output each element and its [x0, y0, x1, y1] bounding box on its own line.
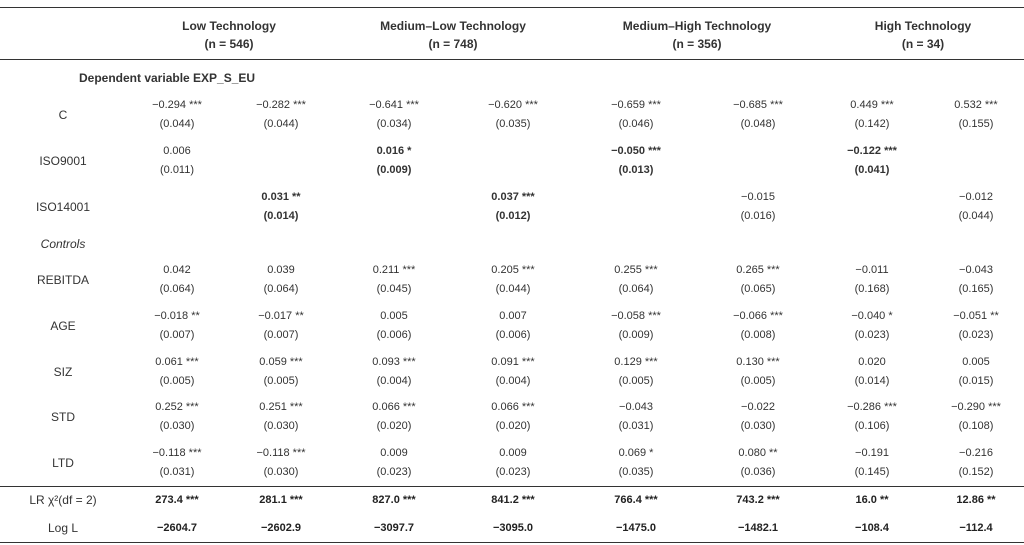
- coefficient-cell: 0.255 ***: [614, 264, 658, 276]
- coefficient-cell: 0.532 ***: [954, 99, 998, 111]
- group-title: High Technology: [874, 19, 972, 33]
- coefficient-cell: −0.043: [959, 264, 993, 276]
- lr-value: 16.0 **: [855, 494, 889, 506]
- std-error-cell: (0.005): [263, 375, 299, 387]
- coefficient-cell: −0.122 ***: [847, 145, 897, 157]
- lr-value: 841.2 ***: [491, 494, 535, 506]
- coefficient-cell: −0.012: [959, 191, 993, 203]
- row-label: LTD: [52, 456, 74, 470]
- coefficient-cell: 0.265 ***: [736, 264, 780, 276]
- coefficient-cell: −0.015: [741, 191, 775, 203]
- logl-value: −112.4: [959, 522, 993, 534]
- coefficient-cell: −0.620 ***: [488, 99, 538, 111]
- group-n: (n = 34): [901, 37, 945, 51]
- std-error-cell: (0.023): [958, 329, 994, 341]
- coefficient-cell: 0.005: [962, 356, 990, 368]
- coefficient-cell: 0.016 *: [376, 145, 412, 157]
- std-error-cell: (0.023): [376, 466, 412, 478]
- std-error-cell: (0.004): [376, 375, 412, 387]
- coefficient-cell: −0.290 ***: [951, 401, 1001, 413]
- group-n: (n = 546): [204, 37, 254, 51]
- std-error-cell: (0.044): [495, 283, 531, 295]
- std-error-cell: (0.142): [854, 118, 890, 130]
- coefficient-cell: 0.069 *: [618, 447, 654, 459]
- dependent-variable-label: Dependent variable EXP_S_EU: [79, 71, 256, 85]
- coefficient-cell: −0.018 **: [154, 310, 200, 322]
- row-label: C: [58, 108, 68, 122]
- coefficient-cell: 0.009: [380, 447, 408, 459]
- std-error-cell: (0.004): [495, 375, 531, 387]
- coefficient-cell: 0.059 ***: [259, 356, 303, 368]
- group-title: Low Technology: [182, 19, 276, 33]
- coefficient-cell: −0.051 **: [953, 310, 999, 322]
- coefficient-cell: −0.191: [855, 447, 889, 459]
- std-error-cell: (0.168): [854, 283, 890, 295]
- coefficient-cell: 0.251 ***: [259, 401, 303, 413]
- logl-value: −3095.0: [492, 522, 534, 534]
- coefficient-cell: −0.040 *: [851, 310, 893, 322]
- std-error-cell: (0.031): [618, 420, 654, 432]
- bottom-rule: [0, 542, 1024, 543]
- std-error-cell: (0.035): [495, 118, 531, 130]
- std-error-cell: (0.155): [958, 118, 994, 130]
- std-error-cell: (0.030): [740, 420, 776, 432]
- logl-value: −3097.7: [373, 522, 415, 534]
- coefficient-cell: 0.091 ***: [491, 356, 535, 368]
- coefficient-cell: −0.017 **: [258, 310, 304, 322]
- row-label: STD: [51, 410, 75, 424]
- coefficient-cell: 0.031 **: [261, 191, 301, 203]
- std-error-cell: (0.009): [618, 329, 654, 341]
- coefficient-cell: 0.020: [858, 356, 886, 368]
- std-error-cell: (0.064): [263, 283, 299, 295]
- coefficient-cell: 0.066 ***: [372, 401, 416, 413]
- std-error-cell: (0.020): [495, 420, 531, 432]
- std-error-cell: (0.046): [618, 118, 654, 130]
- group-n: (n = 356): [672, 37, 722, 51]
- std-error-cell: (0.014): [854, 375, 890, 387]
- std-error-cell: (0.005): [159, 375, 195, 387]
- logl-value: −1482.1: [737, 522, 779, 534]
- row-label: AGE: [50, 319, 76, 333]
- lr-value: 273.4 ***: [155, 494, 199, 506]
- std-error-cell: (0.005): [740, 375, 776, 387]
- std-error-cell: (0.035): [618, 466, 654, 478]
- coefficient-cell: 0.252 ***: [155, 401, 199, 413]
- lr-value: 281.1 ***: [259, 494, 303, 506]
- std-error-cell: (0.041): [854, 164, 890, 176]
- coefficient-cell: −0.282 ***: [256, 99, 306, 111]
- group-title: Medium–High Technology: [622, 19, 772, 33]
- std-error-cell: (0.014): [263, 210, 299, 222]
- std-error-cell: (0.013): [618, 164, 654, 176]
- coefficient-cell: −0.066 ***: [733, 310, 783, 322]
- lr-value: 766.4 ***: [614, 494, 658, 506]
- std-error-cell: (0.023): [495, 466, 531, 478]
- coefficient-cell: −0.118 ***: [256, 447, 306, 459]
- std-error-cell: (0.044): [958, 210, 994, 222]
- std-error-cell: (0.012): [495, 210, 531, 222]
- coefficient-cell: −0.286 ***: [847, 401, 897, 413]
- std-error-cell: (0.048): [740, 118, 776, 130]
- lr-label: LR χ²(df = 2): [29, 493, 97, 507]
- std-error-cell: (0.034): [376, 118, 412, 130]
- coefficient-cell: −0.011: [855, 264, 889, 276]
- coefficient-cell: 0.129 ***: [614, 356, 658, 368]
- coefficient-cell: 0.009: [499, 447, 527, 459]
- coefficient-cell: −0.641 ***: [369, 99, 419, 111]
- std-error-cell: (0.044): [263, 118, 299, 130]
- lr-value: 743.2 ***: [736, 494, 780, 506]
- std-error-cell: (0.015): [958, 375, 994, 387]
- std-error-cell: (0.108): [958, 420, 994, 432]
- std-error-cell: (0.064): [618, 283, 654, 295]
- std-error-cell: (0.045): [376, 283, 412, 295]
- coefficient-cell: 0.037 ***: [491, 191, 535, 203]
- coefficient-cell: 0.061 ***: [155, 356, 199, 368]
- std-error-cell: (0.106): [854, 420, 890, 432]
- stats-rule: [0, 486, 1024, 487]
- coefficient-cell: −0.685 ***: [733, 99, 783, 111]
- controls-label: Controls: [40, 237, 86, 251]
- top-rule: [0, 7, 1024, 8]
- coefficient-cell: −0.022: [741, 401, 775, 413]
- logl-label: Log L: [47, 521, 79, 535]
- lr-value: 827.0 ***: [372, 494, 416, 506]
- coefficient-cell: 0.205 ***: [491, 264, 535, 276]
- group-n: (n = 748): [428, 37, 478, 51]
- coefficient-cell: 0.006: [163, 145, 191, 157]
- std-error-cell: (0.016): [740, 210, 776, 222]
- coefficient-cell: 0.080 **: [738, 447, 778, 459]
- coefficient-cell: 0.211 ***: [372, 264, 416, 276]
- row-label: ISO9001: [39, 154, 87, 168]
- std-error-cell: (0.007): [263, 329, 299, 341]
- std-error-cell: (0.005): [618, 375, 654, 387]
- group-title: Medium–Low Technology: [380, 19, 526, 33]
- coefficient-cell: −0.659 ***: [611, 99, 661, 111]
- coefficient-cell: −0.294 ***: [152, 99, 202, 111]
- std-error-cell: (0.165): [958, 283, 994, 295]
- coefficient-cell: −0.118 ***: [152, 447, 202, 459]
- coefficient-cell: 0.005: [380, 310, 408, 322]
- lr-value: 12.86 **: [956, 494, 996, 506]
- std-error-cell: (0.030): [263, 466, 299, 478]
- std-error-cell: (0.030): [159, 420, 195, 432]
- std-error-cell: (0.152): [958, 466, 994, 478]
- std-error-cell: (0.011): [159, 164, 195, 176]
- coefficient-cell: 0.449 ***: [850, 99, 894, 111]
- row-label: SIZ: [53, 365, 73, 379]
- std-error-cell: (0.036): [740, 466, 776, 478]
- coefficient-cell: −0.216: [959, 447, 993, 459]
- row-label: REBITDA: [36, 273, 90, 287]
- coefficient-cell: −0.043: [619, 401, 653, 413]
- header-rule: [0, 59, 1024, 60]
- logl-value: −2604.7: [156, 522, 198, 534]
- row-label: ISO14001: [35, 200, 91, 214]
- logl-value: −2602.9: [260, 522, 302, 534]
- std-error-cell: (0.008): [740, 329, 776, 341]
- std-error-cell: (0.044): [159, 118, 195, 130]
- std-error-cell: (0.006): [376, 329, 412, 341]
- std-error-cell: (0.030): [263, 420, 299, 432]
- std-error-cell: (0.064): [159, 283, 195, 295]
- std-error-cell: (0.023): [854, 329, 890, 341]
- coefficient-cell: −0.058 ***: [611, 310, 661, 322]
- std-error-cell: (0.007): [159, 329, 195, 341]
- logl-value: −1475.0: [615, 522, 657, 534]
- std-error-cell: (0.009): [376, 164, 412, 176]
- coefficient-cell: −0.050 ***: [611, 145, 661, 157]
- std-error-cell: (0.020): [376, 420, 412, 432]
- coefficient-cell: 0.093 ***: [372, 356, 416, 368]
- std-error-cell: (0.145): [854, 466, 890, 478]
- logl-value: −108.4: [855, 522, 889, 534]
- std-error-cell: (0.006): [495, 329, 531, 341]
- std-error-cell: (0.031): [159, 466, 195, 478]
- coefficient-cell: 0.130 ***: [736, 356, 780, 368]
- coefficient-cell: 0.007: [499, 310, 527, 322]
- coefficient-cell: 0.039: [267, 264, 295, 276]
- coefficient-cell: 0.042: [163, 264, 191, 276]
- std-error-cell: (0.065): [740, 283, 776, 295]
- coefficient-cell: 0.066 ***: [491, 401, 535, 413]
